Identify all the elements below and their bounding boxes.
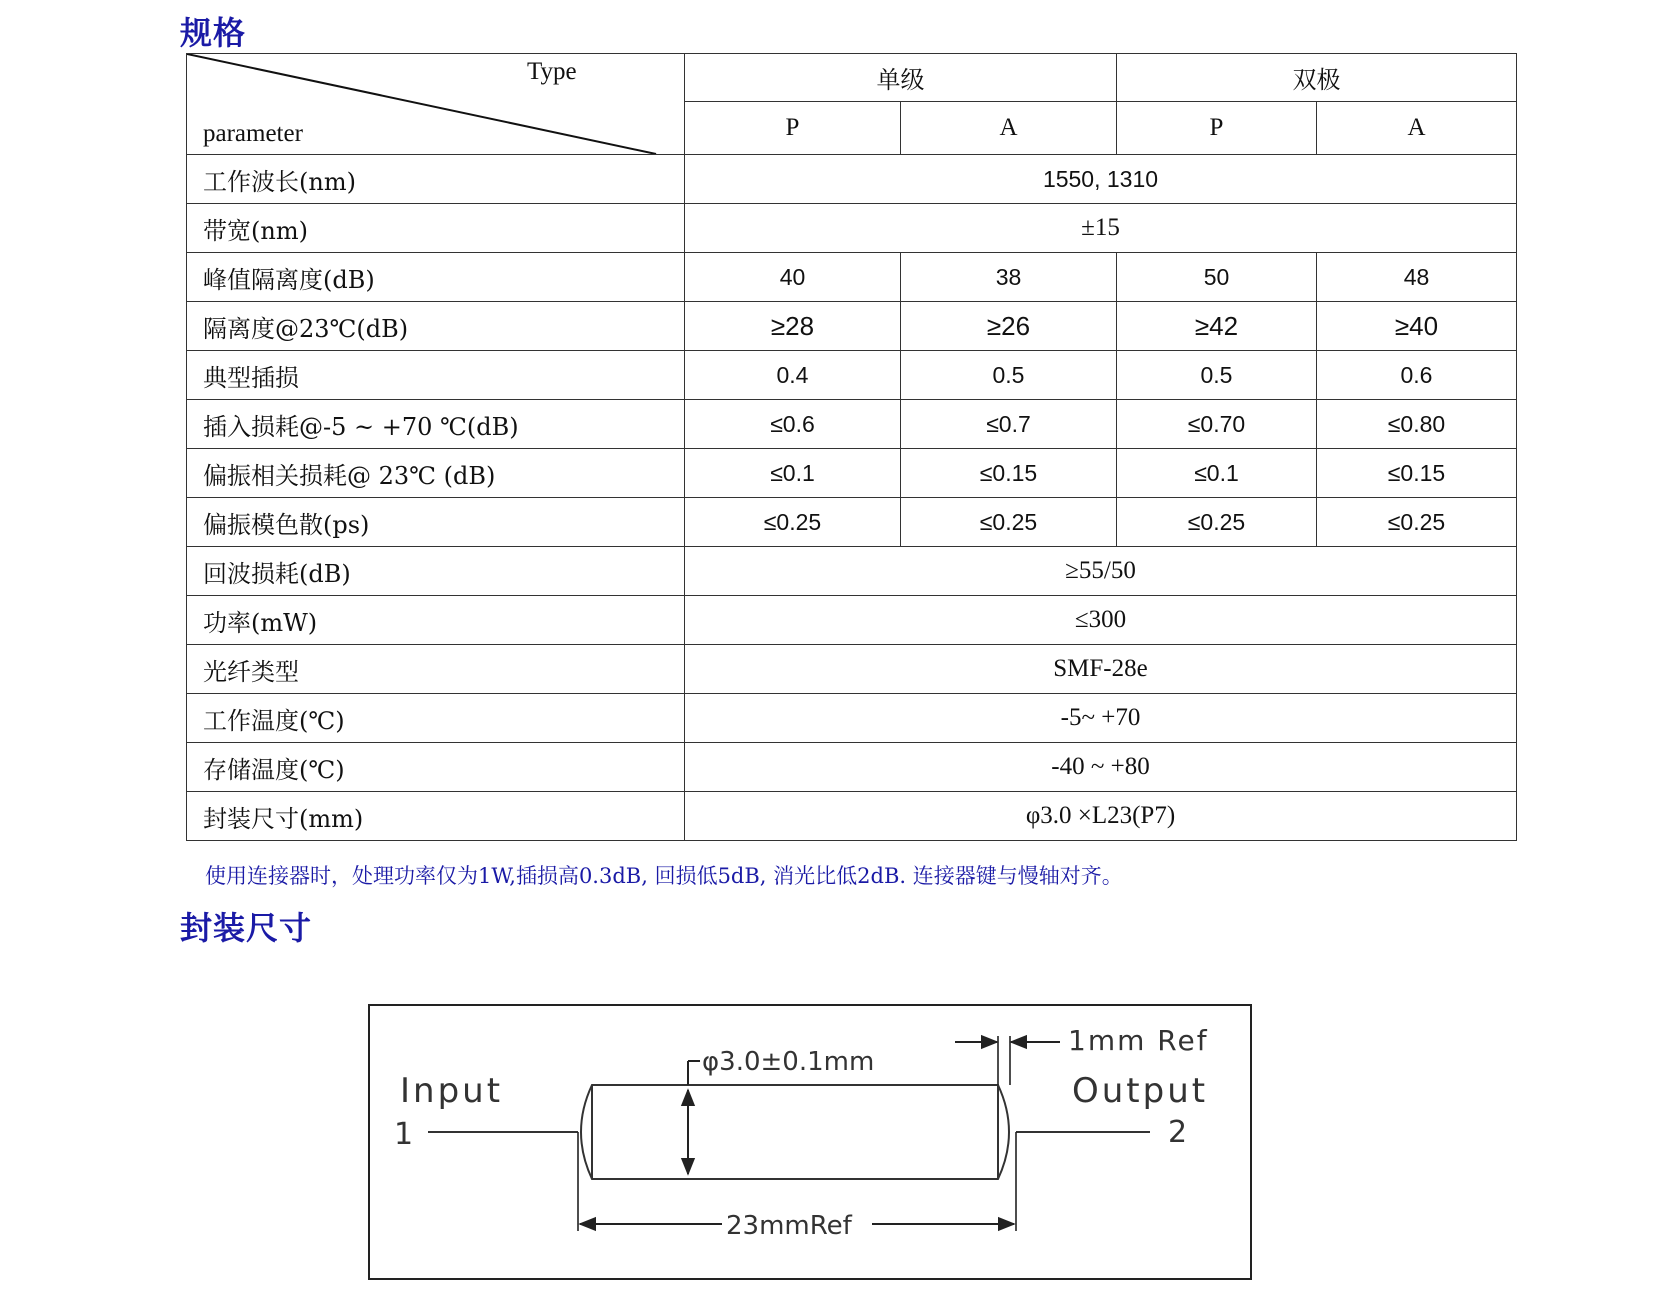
row-label: 回波损耗(dB) bbox=[187, 547, 685, 596]
row-label: 功率(mW) bbox=[187, 596, 685, 645]
connector-note: 使用连接器时，处理功率仅为1W,插损高0.3dB, 回损低5dB, 消光比低2dB. 连接器键与慢轴对齐。 bbox=[205, 864, 1123, 888]
row-label: 光纤类型 bbox=[187, 645, 685, 694]
table-row bbox=[187, 498, 1517, 547]
row-value: ≤0.15 bbox=[1317, 449, 1517, 498]
row-value: ≥26 bbox=[901, 302, 1117, 351]
output-label: Output bbox=[1072, 1071, 1209, 1111]
row-label: 存储温度(℃) bbox=[187, 743, 685, 792]
row-value: ≥40 bbox=[1317, 302, 1517, 351]
table-row bbox=[187, 351, 1517, 400]
row-value: ≤0.1 bbox=[685, 449, 901, 498]
row-label: 工作温度(℃) bbox=[187, 694, 685, 743]
section-title-spec: 规格 bbox=[180, 14, 247, 52]
row-value: 38 bbox=[901, 253, 1117, 302]
table-row bbox=[187, 547, 1517, 596]
row-value: 0.5 bbox=[901, 351, 1117, 400]
subcol-header: A bbox=[1317, 102, 1517, 155]
row-value: ≤0.6 bbox=[685, 400, 901, 449]
table-row bbox=[187, 253, 1517, 302]
row-value: ≤0.25 bbox=[901, 498, 1117, 547]
table-row bbox=[187, 743, 1517, 792]
row-value: ≤0.25 bbox=[1317, 498, 1517, 547]
row-label: 典型插损 bbox=[187, 351, 685, 400]
row-label: 偏振模色散(ps) bbox=[187, 498, 685, 547]
end-length-label: 1mm Ref bbox=[1068, 1024, 1209, 1057]
package-diagram bbox=[370, 1006, 1250, 1278]
corner-cell bbox=[187, 54, 685, 155]
output-port-number: 2 bbox=[1168, 1115, 1188, 1150]
section-title-package: 封装尺寸 bbox=[180, 909, 313, 947]
row-value: ≤0.25 bbox=[1117, 498, 1317, 547]
subcol-header: P bbox=[1117, 102, 1317, 155]
table-row bbox=[187, 204, 1517, 253]
row-value: ≤0.15 bbox=[901, 449, 1117, 498]
row-value: 0.6 bbox=[1317, 351, 1517, 400]
row-label: 封装尺寸(mm) bbox=[187, 792, 685, 841]
package-drawing bbox=[368, 1004, 1252, 1280]
row-value: ≤0.7 bbox=[901, 400, 1117, 449]
row-value: ≥28 bbox=[685, 302, 901, 351]
row-value: 48 bbox=[1317, 253, 1517, 302]
row-label: 工作波长(nm) bbox=[187, 155, 685, 204]
group-header-single: 单级 bbox=[685, 54, 1117, 102]
row-value: ≤0.25 bbox=[685, 498, 901, 547]
row-label: 插入损耗@-5 ~ +70 ℃(dB) bbox=[187, 400, 685, 449]
row-value: ≥55/50 bbox=[685, 547, 1517, 596]
type-label: Type bbox=[527, 58, 577, 85]
group-header-dual: 双极 bbox=[1117, 54, 1517, 102]
length-label: 23mmRef bbox=[726, 1211, 852, 1241]
diameter-label: φ3.0±0.1mm bbox=[702, 1047, 875, 1077]
row-value: ≤0.80 bbox=[1317, 400, 1517, 449]
row-label: 隔离度@23℃(dB) bbox=[187, 302, 685, 351]
table-row bbox=[187, 694, 1517, 743]
table-row bbox=[187, 449, 1517, 498]
row-value: ≤0.70 bbox=[1117, 400, 1317, 449]
row-value: SMF-28e bbox=[685, 645, 1517, 694]
input-port-number: 1 bbox=[394, 1117, 414, 1152]
subcol-header: P bbox=[685, 102, 901, 155]
row-value: ±15 bbox=[685, 204, 1517, 253]
row-value: ≤0.1 bbox=[1117, 449, 1317, 498]
row-value: 0.5 bbox=[1117, 351, 1317, 400]
row-label: 峰值隔离度(dB) bbox=[187, 253, 685, 302]
row-value: 0.4 bbox=[685, 351, 901, 400]
table-row bbox=[187, 792, 1517, 841]
row-value: ≥42 bbox=[1117, 302, 1317, 351]
spec-table bbox=[186, 53, 1517, 841]
device-body bbox=[581, 1085, 1009, 1179]
row-value: 40 bbox=[685, 253, 901, 302]
header-row-groups bbox=[187, 54, 1517, 102]
row-value: ≤300 bbox=[685, 596, 1517, 645]
table-row bbox=[187, 155, 1517, 204]
table-row bbox=[187, 596, 1517, 645]
row-value: -40 ~ +80 bbox=[685, 743, 1517, 792]
table-row bbox=[187, 400, 1517, 449]
table-row bbox=[187, 302, 1517, 351]
row-value: φ3.0 ×L23(P7) bbox=[685, 792, 1517, 841]
row-value: 50 bbox=[1117, 253, 1317, 302]
parameter-label: parameter bbox=[203, 120, 303, 147]
input-label: Input bbox=[400, 1071, 504, 1111]
row-value: 1550, 1310 bbox=[685, 155, 1517, 204]
table-row bbox=[187, 645, 1517, 694]
row-label: 偏振相关损耗@ 23℃ (dB) bbox=[187, 449, 685, 498]
row-value: -5~ +70 bbox=[685, 694, 1517, 743]
subcol-header: A bbox=[901, 102, 1117, 155]
row-label: 带宽(nm) bbox=[187, 204, 685, 253]
